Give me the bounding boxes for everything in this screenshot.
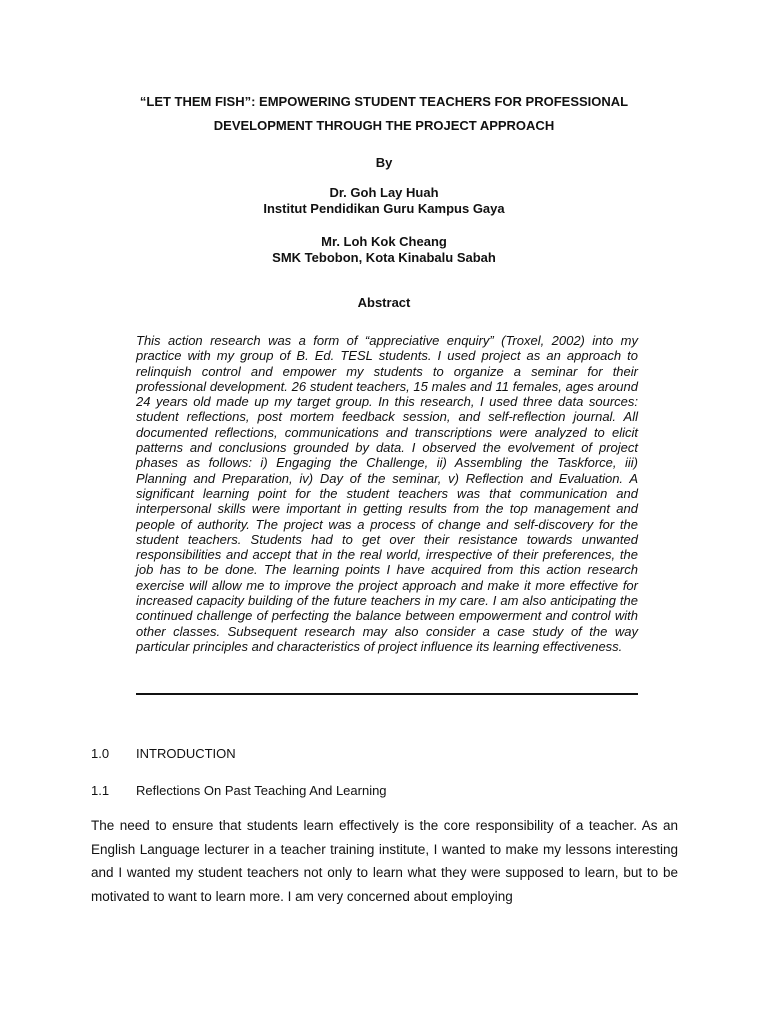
author-1-affiliation: Institut Pendidikan Guru Kampus Gaya: [263, 201, 505, 216]
section-1-1-number: 1.1: [91, 783, 110, 798]
author-2-name: Mr. Loh Kok Cheang: [321, 234, 447, 249]
author-1-name: Dr. Goh Lay Huah: [329, 185, 439, 200]
body-paragraph: The need to ensure that students learn effectively is the core responsibility of a teacher. As an English Language lecturer in a teacher training institute, I wanted to make my lessons interesting and I wanted my student teachers not only to learn what they were supposed to learn, but to be motivated to want to learn more. I am very concerned about employing: [91, 818, 678, 904]
abstract-text: This action research was a form of “appreciative enquiry” (Troxel, 2002) into my practice with my group of B. Ed. TESL students. I used project as an approach to relinquish control and empower my students to organize a seminar for their professional development. 26 student teachers, 15 males and 11 females, ages around 24 years old made up my target group. In this research, I used three data sources: student reflections, post mortem feedback session, and self-reflection journal. All documented reflections, communications and transcriptions were analyzed to elicit patterns and conclusions grounded by data. I observed the evolvement of project phases as follows: i) Engaging the Challenge, ii) Assembling the Taskforce, iii) Planning and Preparation, iv) Day of the seminar, v) Reflection and Evaluation. A significant learning point for the student teachers was that communication and interpersonal skills were important in getting results from the top management and people of authority. The project was a process of change and self-discovery for the student teachers. Students had to get over their resistance towards unwanted responsibilities and accept that in the real world, irrespective of their preferences, the job has to be done. The learning points I have acquired from this action research exercise will allow me to improve the project approach and make it more effective for increased capacity building of the future teachers in my care. I am also anticipating the continued challenge of perfecting the balance between empowerment and control with other classes. Subsequent research may also consider a case study of the way particular principles and characteristics of project influence its learning effectiveness.: [136, 333, 638, 654]
section-1-title: INTRODUCTION: [136, 746, 236, 761]
abstract-heading: Abstract: [357, 295, 411, 310]
paper-title-line-1: “LET THEM FISH”: EMPOWERING STUDENT TEACHERS FOR PROFESSIONAL: [139, 94, 629, 109]
byline: By: [375, 155, 393, 170]
paper-title-line-2: DEVELOPMENT THROUGH THE PROJECT APPROACH: [213, 118, 555, 133]
author-2-affiliation: SMK Tebobon, Kota Kinabalu Sabah: [272, 250, 496, 265]
abstract-divider: [136, 693, 638, 695]
section-1-number: 1.0: [91, 746, 110, 761]
section-1-1-title: Reflections On Past Teaching And Learning: [136, 783, 387, 798]
